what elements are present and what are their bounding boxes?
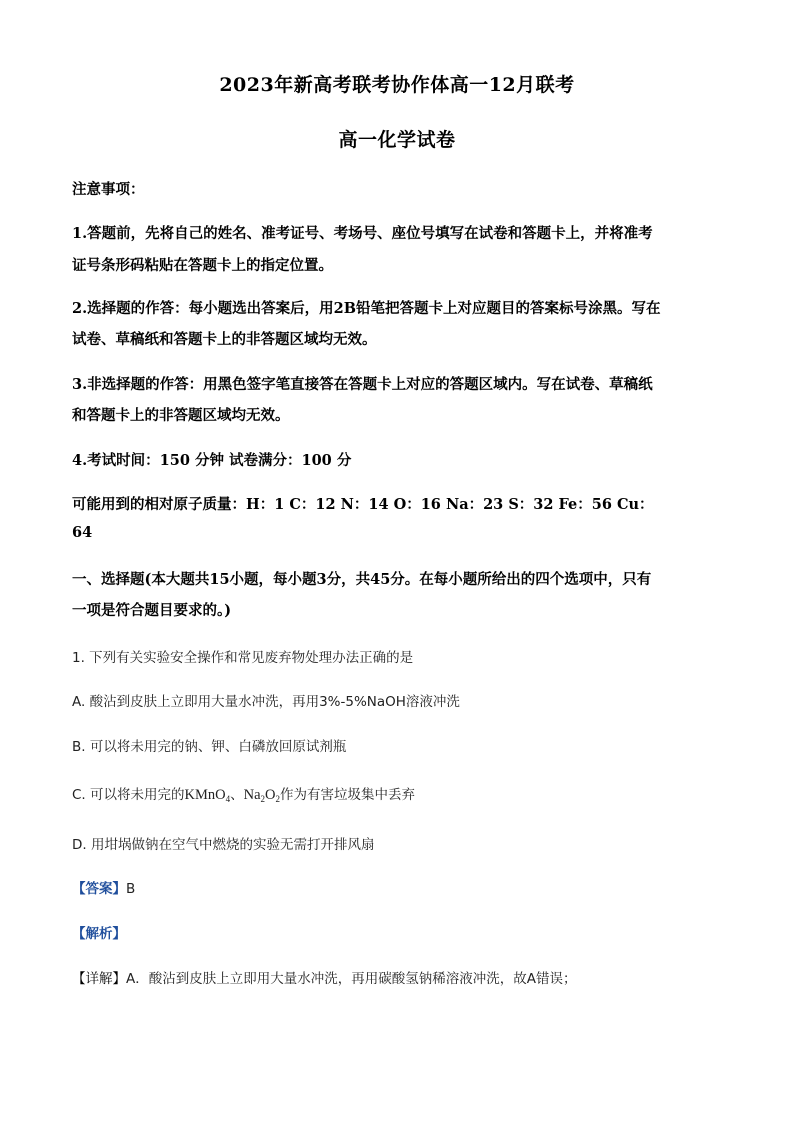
question-1-option-c — [72, 783, 724, 804]
answer-tag: 【答案】 — [72, 881, 126, 897]
section-heading-line-1: 一、选择题(本大题共15小题，每小题3分，共45分。在每小题所给出的四个选项中，只有 — [72, 571, 652, 588]
exam-subtitle: 高一化学试卷 — [338, 129, 456, 151]
exam-title: 2023年新高考联考协作体高一12月联考 — [219, 74, 575, 96]
notice-item-1-line-2: 证号条形码粘贴在答题卡上的指定位置。 — [72, 257, 333, 274]
option-c-suffix: 作为有害垃圾集中丢弃 — [280, 787, 416, 803]
notice-heading: 注意事项： — [72, 181, 145, 198]
option-c-prefix: C. 可以将未用完的 — [72, 787, 185, 803]
detail-text: A．酸沾到皮肤上立即用大量水冲洗，再用碳酸氢钠稀溶液冲洗，故A错误； — [126, 971, 577, 987]
section-heading-line-2: 一项是符合题目要求的。) — [72, 602, 232, 619]
answer-line — [72, 877, 724, 897]
notice-item-1-line-1: 1.答题前，先将自己的姓名、准考证号、考场号、座位号填写在试卷和答题卡上，并将准考 — [72, 225, 653, 242]
answer-value: B — [126, 881, 136, 897]
detail-tag: 【详解】 — [72, 971, 126, 987]
na2o2-formula: $Na_2O_2$ — [243, 787, 281, 804]
notice-item-4: 4.考试时间：150 分钟 试卷满分：100 分 — [72, 452, 352, 469]
notice-item-2-line-1: 2.选择题的作答：每小题选出答案后，用2B铅笔把答题卡上对应题目的答案标号涂黑。写在 — [72, 300, 661, 317]
notice-item-3-line-2: 和答题卡上的非答题区域均无效。 — [72, 407, 290, 424]
kmno4-formula: KMnO$_4$ — [184, 787, 231, 804]
question-1-option-b: B. 可以将未用完的钠、钾、白磷放回原试剂瓶 — [72, 739, 347, 755]
atomic-mass-line-1: 可能用到的相对原子质量：H：1 C：12 N：14 O：16 Na：23 S：32 Fe：56 Cu： — [72, 496, 654, 513]
notice-item-3-line-1: 3.非选择题的作答：用黑色签字笔直接答在答题卡上对应的答题区域内。写在试卷、草稿纸 — [72, 376, 653, 393]
notice-item-2-line-2: 试卷、草稿纸和答题卡上的非答题区域均无效。 — [72, 331, 377, 348]
atomic-mass-line-2: 64 — [72, 524, 93, 541]
analysis-tag: 【解析】 — [72, 926, 126, 942]
question-1-option-a: A. 酸沾到皮肤上立即用大量水冲洗，再用3%-5%NaOH溶液冲洗 — [72, 694, 460, 710]
detail-line — [72, 967, 724, 987]
question-1-option-d: D. 用坩埚做钠在空气中燃烧的实验无需打开排风扇 — [72, 837, 375, 853]
option-c-separator: 、 — [230, 787, 244, 803]
question-1-stem: 1. 下列有关实验安全操作和常见废弃物处理办法正确的是 — [72, 650, 414, 666]
analysis-line — [72, 922, 724, 942]
